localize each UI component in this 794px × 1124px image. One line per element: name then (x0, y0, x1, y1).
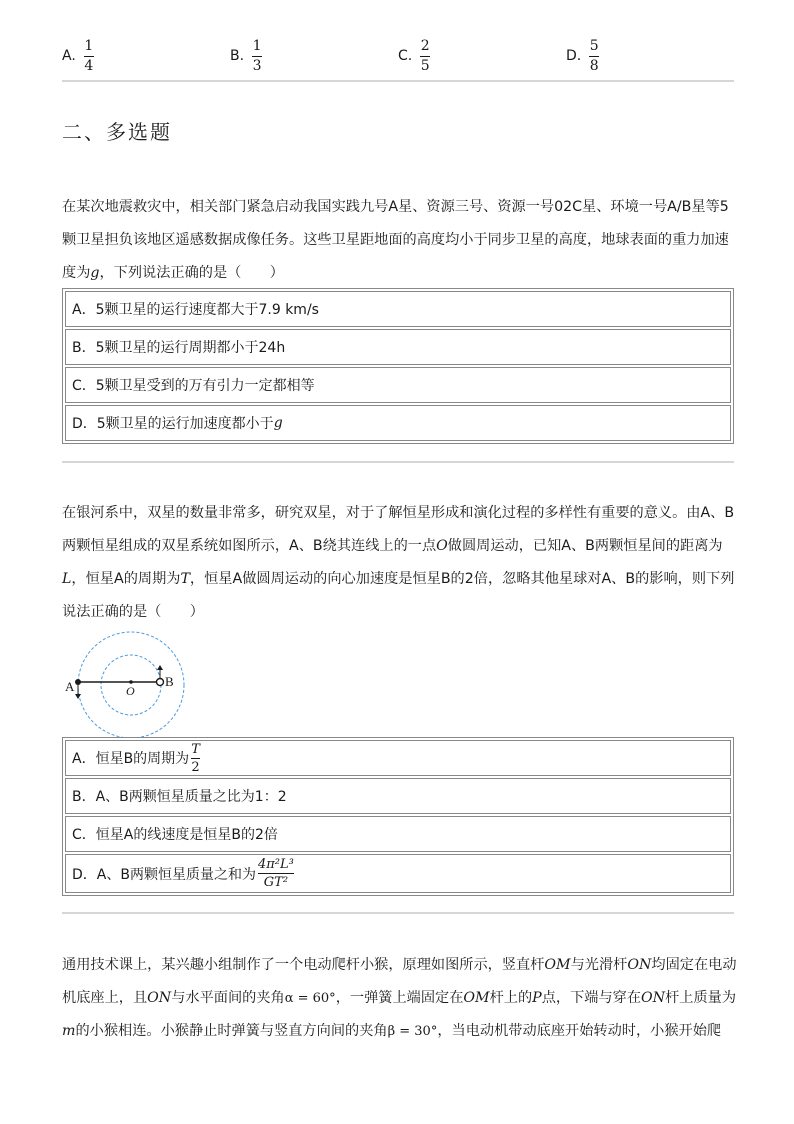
prev-option-c[interactable] (398, 36, 430, 76)
label-b: B (165, 674, 174, 689)
option-letter: D. (566, 48, 582, 64)
label-a: A (65, 679, 75, 694)
divider (62, 80, 734, 82)
fraction: $\frac{2}{5}$ (420, 38, 430, 74)
divider (62, 912, 734, 914)
fraction: 4π²L³ GT² (257, 857, 294, 890)
question-1-options (62, 288, 734, 444)
question-3-stem: 通用技术课上，某兴趣小组制作了一个电动爬杆小猴，原理如图所示，竖直杆OM与光滑杆ON均固定在电动 机底座上，且ON与水平面间的夹角α = 60°，一弹簧上端固定在OM杆上的P点，下端与穿在ON杆上质量为 m的小猴相连。小猴静止时弹簧与竖直方向间的夹角β = 30°，当电动机带动底座开始转动时，小猴开始爬 (62, 957, 737, 1039)
divider (62, 461, 734, 463)
prev-option-d[interactable] (566, 36, 599, 76)
fraction: $\frac{5}{8}$ (589, 38, 599, 74)
prev-option-b[interactable] (230, 36, 262, 76)
prev-option-a[interactable] (62, 36, 94, 76)
question-2-options (62, 737, 734, 896)
option-b[interactable]: B．5颗卫星的运行周期都小于24h (65, 329, 731, 365)
label-o: O (126, 684, 135, 698)
question-2-stem: 在银河系中，双星的数量非常多，研究双星，对于了解恒星形成和演化过程的多样性有重要的意义。由A、B 两颗恒星组成的双星系统如图所示，A、B绕其连线上的一点O做圆周运动，已知A、B两颗恒星间的距离为 L，恒星A的周期为T，恒星A做圆周运动的向心加速度是恒星B的2倍，忽略其他星球对A、B的影响，则下列 说法正确的是（ ） (62, 505, 735, 620)
option-letter: A. (62, 48, 76, 64)
binary-star-diagram (62, 624, 192, 738)
arrowhead-b (157, 665, 163, 670)
option-letter: C. (398, 48, 413, 64)
option-letter: B. (230, 48, 245, 64)
option-a[interactable]: A．恒星B的周期为 T 2 (65, 740, 731, 776)
fraction: T 2 (191, 741, 200, 775)
option-c[interactable]: C．5颗卫星受到的万有引力一定都相等 (65, 367, 731, 403)
option-a[interactable]: A．5颗卫星的运行速度都大于7.9 km/s (65, 291, 731, 327)
fraction: $\frac{1}{3}$ (252, 38, 262, 74)
star-b (157, 679, 164, 686)
option-d[interactable]: D．A、B两颗恒星质量之和为 4π²L³ GT² (65, 854, 731, 893)
question-1-stem: 在某次地震救灾中，相关部门紧急启动我国实践九号A星、资源三号、资源一号02C星、环境一号A/B星等5 颗卫星担负该地区遥感数据成像任务。这些卫星距地面的高度均小于同步卫星的高度，地球表面的重力加速 度为g，下列说法正确的是（ ） (62, 199, 729, 281)
section-title: 二、多选题 (62, 120, 172, 144)
option-c[interactable]: C．恒星A的线速度是恒星B的2倍 (65, 816, 731, 852)
option-d[interactable]: D．5颗卫星的运行加速度都小于 g (65, 405, 731, 441)
option-b[interactable]: B．A、B两颗恒星质量之比为1：2 (65, 778, 731, 814)
fraction: $\frac{1}{4}$ (84, 38, 94, 74)
